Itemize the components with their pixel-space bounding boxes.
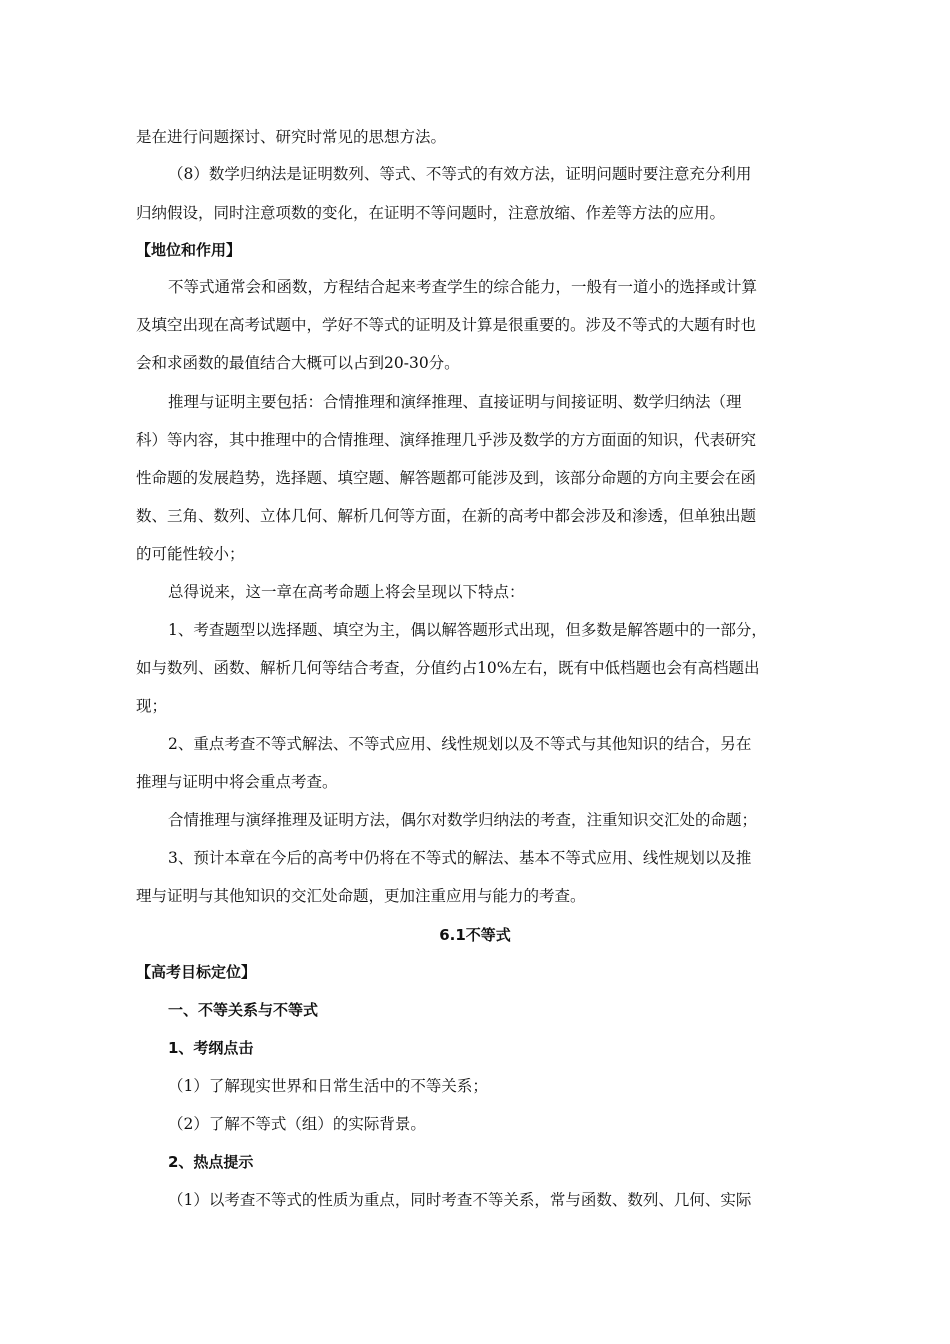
paragraph-line: 理与证明与其他知识的交汇处命题，更加注重应用与能力的考查。 — [136, 887, 586, 905]
subsection-heading: 1、考纲点击 — [168, 1039, 254, 1057]
paragraph-line: 合情推理与演绎推理及证明方法，偶尔对数学归纳法的考查，注重知识交汇处的命题； — [168, 811, 758, 829]
paragraph-line: 科）等内容，其中推理中的合情推理、演绎推理几乎涉及数学的方方面面的知识，代表研究 — [136, 431, 757, 449]
section-heading: 【高考目标定位】 — [136, 963, 257, 981]
paragraph-line: 数、三角、数列、立体几何、解析几何等方面，在新的高考中都会涉及和渗透，但单独出题 — [136, 507, 757, 525]
paragraph-line: 3、预计本章在今后的高考中仍将在不等式的解法、基本不等式应用、线性规划以及推 — [168, 849, 752, 867]
paragraph-line: 不等式通常会和函数，方程结合起来考查学生的综合能力，一般有一道小的选择或计算 — [168, 278, 758, 296]
paragraph-line: 会和求函数的最值结合大概可以占到20-30分。 — [136, 354, 460, 372]
chapter-title: 6.1不等式 — [439, 926, 511, 944]
paragraph-line: 归纳假设，同时注意项数的变化，在证明不等问题时，注意放缩、作差等方法的应用。 — [136, 204, 726, 222]
paragraph-line: 如与数列、函数、解析几何等结合考查，分值约占10%左右，既有中低档题也会有高档题出 — [136, 659, 760, 677]
paragraph-line: 1、考查题型以选择题、填空为主，偶以解答题形式出现，但多数是解答题中的一部分， — [168, 621, 767, 639]
paragraph-line: 是在进行问题探讨、研究时常见的思想方法。 — [136, 128, 447, 146]
paragraph-line: 推理与证明中将会重点考查。 — [136, 773, 338, 791]
paragraph-line: 现； — [136, 697, 168, 715]
list-item: （2）了解不等式（组）的实际背景。 — [168, 1115, 426, 1133]
list-item: （1）以考查不等式的性质为重点，同时考查不等关系，常与函数、数列、几何、实际 — [168, 1191, 752, 1209]
paragraph-line: 2、重点考查不等式解法、不等式应用、线性规划以及不等式与其他知识的结合，另在 — [168, 735, 752, 753]
subsection-heading: 2、热点提示 — [168, 1153, 254, 1171]
list-item: （1）了解现实世界和日常生活中的不等关系； — [168, 1077, 488, 1095]
paragraph-line: 及填空出现在高考试题中，学好不等式的证明及计算是很重要的。涉及不等式的大题有时也 — [136, 316, 757, 334]
paragraph-line: 总得说来，这一章在高考命题上将会呈现以下特点： — [168, 583, 525, 601]
paragraph-line: 性命题的发展趋势，选择题、填空题、解答题都可能涉及到，该部分命题的方向主要会在函 — [136, 469, 757, 487]
paragraph-line: 推理与证明主要包括：合情推理和演绎推理、直接证明与间接证明、数学归纳法（理 — [168, 393, 742, 411]
paragraph-line: （8）数学归纳法是证明数列、等式、不等式的有效方法，证明问题时要注意充分利用 — [168, 165, 752, 183]
subsection-heading: 一、不等关系与不等式 — [168, 1001, 319, 1019]
paragraph-line: 的可能性较小； — [136, 545, 245, 563]
section-heading: 【地位和作用】 — [136, 241, 242, 259]
